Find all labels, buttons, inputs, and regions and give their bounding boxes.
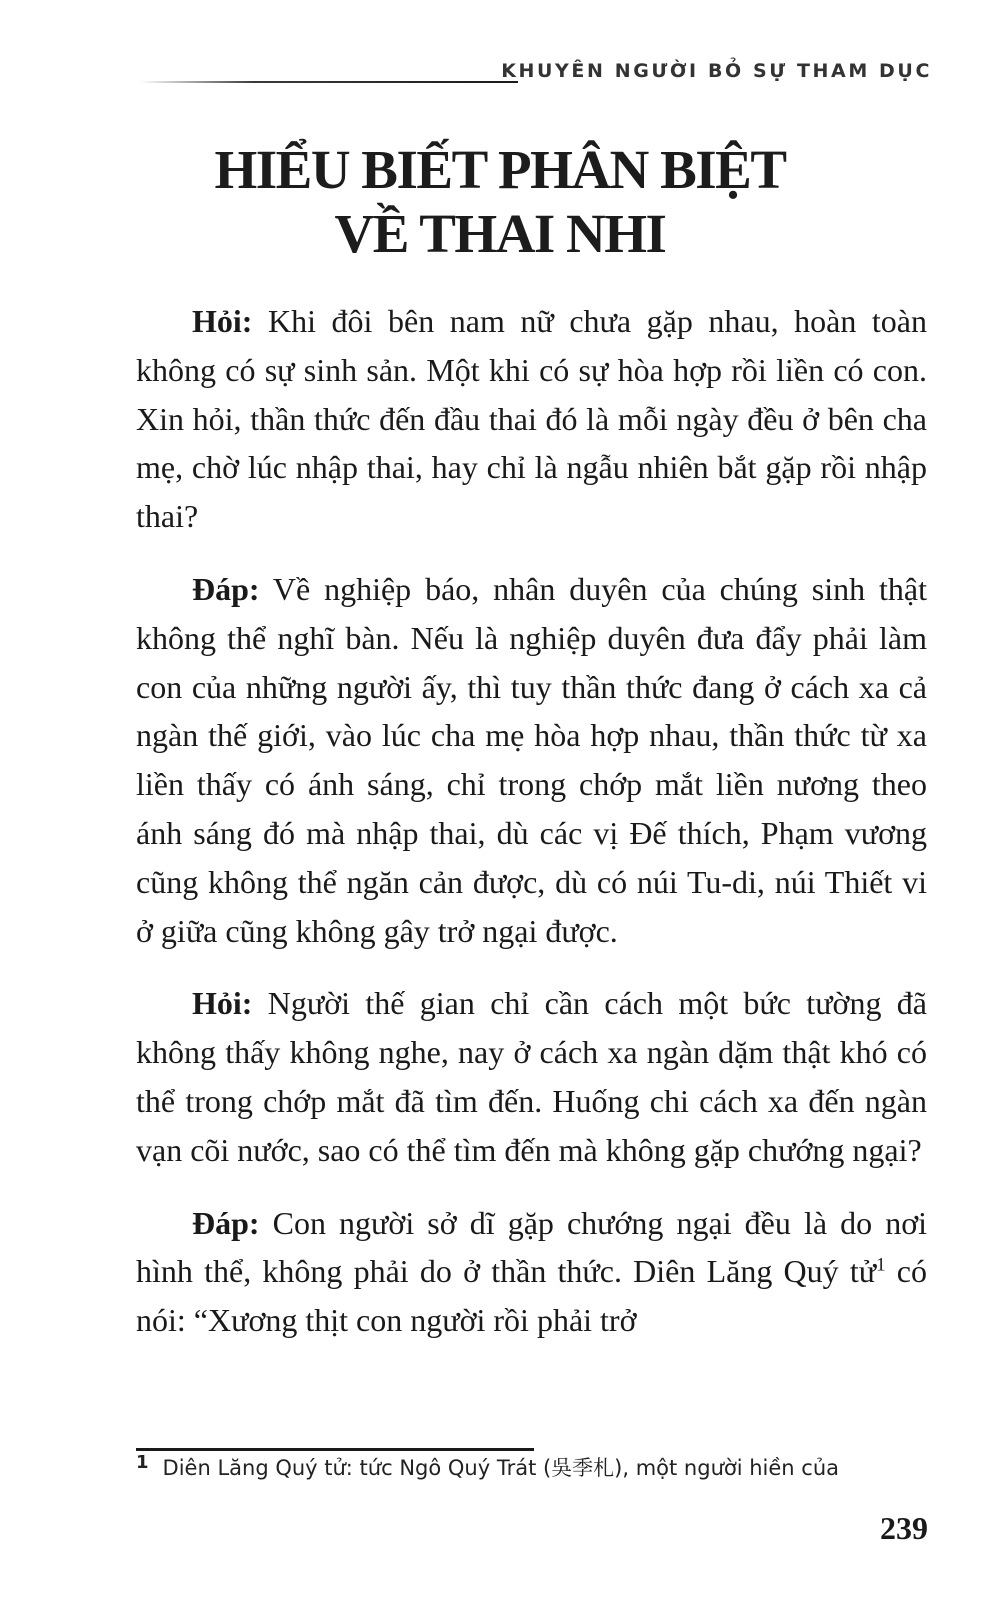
question-paragraph <box>136 979 927 1174</box>
paragraph-text: Khi đôi bên nam nữ chưa gặp nhau, hoàn toàn không có sự sinh sản. Một khi có sự hòa hợp rồi liền có con. Xin hỏi, thần thức đến đầu thai đó là mỗi ngày đều ở bên cha mẹ, chờ lúc nhập thai, hay chỉ là ngẫu nhiên bắt gặp rồi nhập thai? <box>136 303 927 535</box>
running-head: KHUYÊN NGƯỜI BỎ SỰ THAM DỤC <box>501 60 932 82</box>
body-text <box>136 297 927 1369</box>
chapter-title-line-2: VỀ THAI NHI <box>334 203 666 264</box>
footnote <box>136 1452 936 1482</box>
footnote-reference: 1 <box>876 1254 886 1276</box>
paragraph-text: Người thế gian chỉ cần cách một bức tường đã không thấy không nghe, nay ở cách xa ngàn dặm thật khó có thể trong chớp mắt đã tìm đến. Huống chi cách xa đến ngàn vạn cõi nước, sao có thể tìm đến mà không gặp chướng ngại? <box>136 985 927 1168</box>
answer-label: Đáp: <box>192 1204 260 1241</box>
question-label: Hỏi: <box>192 303 253 339</box>
footnote-number: 1 <box>136 1452 149 1473</box>
answer-paragraph <box>136 1199 927 1345</box>
paragraph-text: Về nghiệp báo, nhân duyên của chúng sinh thật không thể nghĩ bàn. Nếu là nghiệp duyên đưa đẩy phải làm con của những người ấy, thì tuy thần thức đang ở cách xa cả ngàn thế giới, vào lúc cha mẹ hòa hợp nhau, thần thức từ xa liền thấy có ánh sáng, chỉ trong chớp mắt liền nương theo ánh sáng đó mà nhập thai, dù các vị Đế thích, Phạm vương cũng không thể ngăn cản được, dù có núi Tu-di, núi Thiết vi ở giữa cũng không gây trở ngại được. <box>136 570 927 949</box>
chapter-title-line-1: HIỂU BIẾT PHÂN BIỆT <box>214 139 786 200</box>
answer-label: Đáp: <box>192 570 260 607</box>
paragraph-text: có nói: “Xương thịt con người rồi phải trở <box>136 1253 928 1339</box>
footnote-text: Diên Lăng Quý tử: tức Ngô Quý Trát (吳季札), một người hiền của <box>162 1456 840 1480</box>
header-rule <box>140 81 518 83</box>
question-label: Hỏi: <box>192 985 253 1022</box>
answer-paragraph <box>136 565 927 955</box>
page-number: 239 <box>880 1510 928 1546</box>
paragraph-text: Con người sở dĩ gặp chướng ngại đều là do nơi hình thể, không phải do ở thần thức. Diên Lăng Quý tử <box>136 1204 927 1290</box>
footnote-rule <box>136 1448 534 1451</box>
chapter-title <box>0 138 1000 266</box>
question-paragraph <box>136 297 927 541</box>
